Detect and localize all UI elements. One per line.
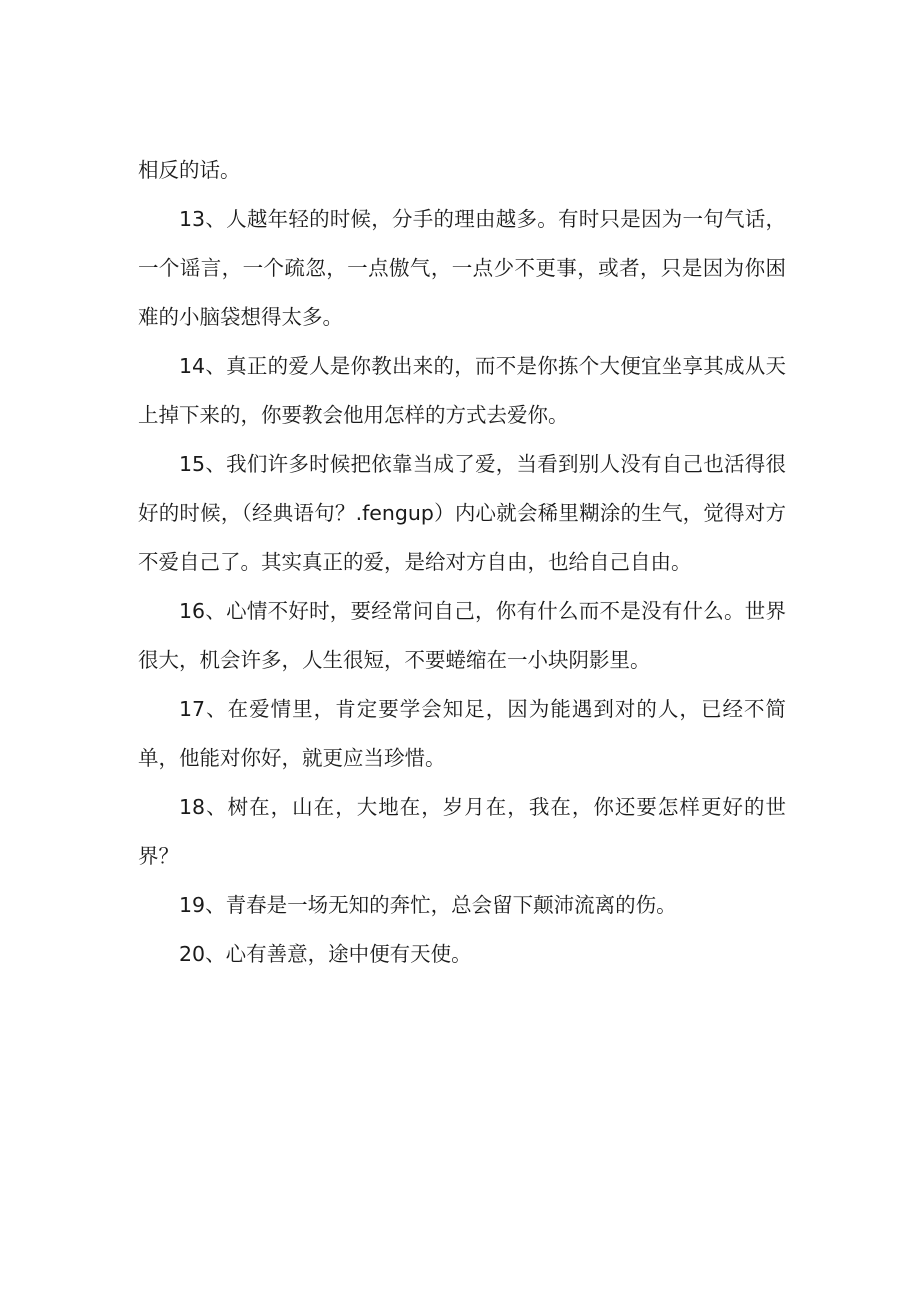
paragraph-17: 17、在爱情里，肯定要学会知足，因为能遇到对的人，已经不简单，他能对你好，就更应当珍惜。 [138,697,786,770]
document-body [138,146,786,979]
paragraph-14: 14、真正的爱人是你教出来的，而不是你拣个大便宜坐享其成从天上掉下来的，你要教会他用怎样的方式去爱你。 [138,354,786,427]
paragraph-18: 18、树在，山在，大地在，岁月在，我在，你还要怎样更好的世界？ [138,795,786,868]
paragraph-13: 13、人越年轻的时候，分手的理由越多。有时只是因为一句气话，一个谣言，一个疏忽，一点傲气，一点少不更事，或者，只是因为你困难的小脑袋想得太多。 [138,207,786,329]
paragraph-20: 20、心有善意，途中便有天使。 [179,942,472,966]
paragraph-continuation: 相反的话。 [138,158,241,182]
paragraph-16: 16、心情不好时，要经常问自己，你有什么而不是没有什么。世界很大，机会许多，人生很短，不要蜷缩在一小块阴影里。 [138,599,786,672]
paragraph-19: 19、青春是一场无知的奔忙，总会留下颠沛流离的伤。 [179,893,677,917]
paragraph-15: 15、我们许多时候把依靠当成了爱，当看到别人没有自己也活得很好的时候，（经典语句？.fengup）内心就会稀里糊涂的生气，觉得对方不爱自己了。其实真正的爱，是给对方自由，也给自己自由。 [138,452,786,574]
